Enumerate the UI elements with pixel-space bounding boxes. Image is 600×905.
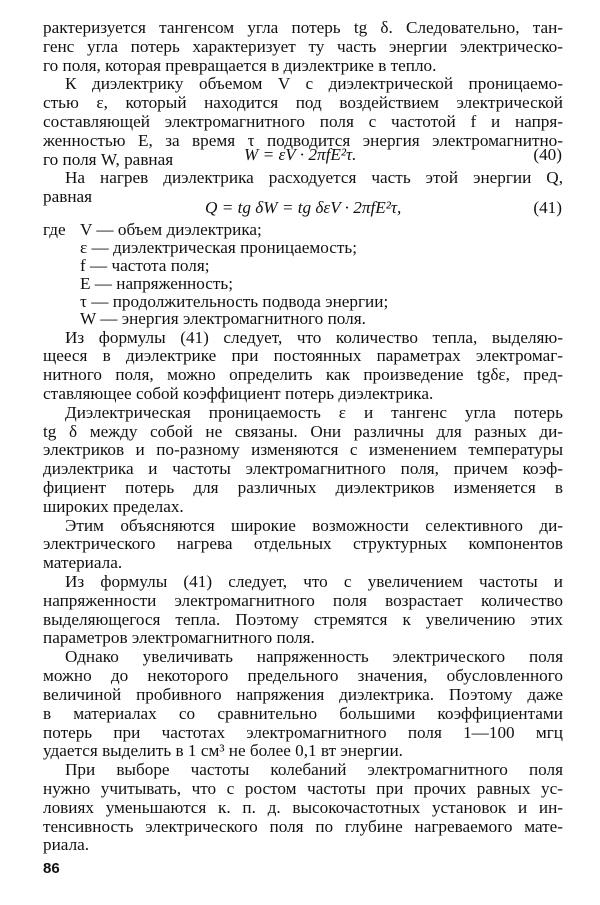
text-line: Этим объясняются широкие возможности селективного ди-: [65, 516, 563, 535]
equation-41: Q = tg δW = tg δεV · 2πfE²τ,: [205, 198, 402, 217]
definition-item: E — напряженность;: [80, 274, 234, 293]
text-line: выделяющегося тепла. Поэтому стремятся к увеличению этих: [43, 610, 563, 629]
text-line: составляющей электромагнитного поля с частотой f и напря-: [43, 112, 563, 131]
text-line: равная: [43, 187, 93, 206]
text-line: щееся в диэлектрике при постоянных параметрах электромаг-: [43, 346, 563, 365]
text-line: го поля, которая превращается в диэлектрике в тепло.: [43, 56, 437, 75]
text-line: фициент потерь для различных диэлектриков изменяется в: [43, 478, 563, 497]
text-line: электриков и по-разному изменяются с изменением температуры: [43, 440, 563, 459]
text-line: рактеризуется тангенсом угла потерь tg δ. Следовательно, тан-: [43, 18, 563, 37]
text-line: можно до некоторого предельного значения, обусловленного: [43, 666, 563, 685]
definition-item: τ — продолжительность подвода энергии;: [80, 292, 389, 311]
text-line: потерь при частотах электромагнитного поля 1—100 мгц: [43, 723, 563, 742]
text-line: диэлектрика и частоты электромагнитного поля, причем коэф-: [43, 459, 563, 478]
text-line: нитного поля, можно определить как произведение tgδε, пред-: [43, 365, 563, 384]
text-line: го поля W, равная: [43, 150, 174, 169]
equation-number-41: (41): [533, 198, 562, 217]
text-line: электрического нагрева отдельных структурных компонентов: [43, 534, 563, 553]
equation-number-40: (40): [533, 145, 562, 164]
definition-item: V — объем диэлектрика;: [80, 220, 262, 239]
text-line: риала.: [43, 835, 90, 854]
text-line: женностью E, за время τ подводится энергия электромагнитно-: [43, 131, 563, 150]
text-line: нужно учитывать, что с ростом частоты при прочих равных ус-: [43, 779, 563, 798]
text-line: ставляющее собой коэффициент потерь диэлектрика.: [43, 384, 434, 403]
text-line: стью ε, который находится под воздействием электрической: [43, 93, 563, 112]
text-line: удается выделить в 1 см³ не более 0,1 вт энергии.: [43, 741, 403, 760]
text-line: материала.: [43, 553, 123, 572]
text-line: При выборе частоты колебаний электромагнитного поля: [65, 760, 563, 779]
text-line: в материалах со сравнительно большими коэффициентами: [43, 704, 563, 723]
text-line: Из формулы (41) следует, что с увеличением частоты и: [65, 572, 563, 591]
definitions-intro: где: [43, 220, 66, 239]
text-line: генс угла потерь характеризует ту часть энергии электрическо-: [43, 37, 563, 56]
definition-item: f — частота поля;: [80, 256, 210, 275]
text-line: параметров электромагнитного поля.: [43, 628, 315, 647]
text-line: напряженности электромагнитного поля возрастает количество: [43, 591, 563, 610]
page-number: 86: [43, 860, 60, 877]
text-line: ловиях уменьшаются к. п. д. высокочастотных установок и ин-: [43, 798, 563, 817]
text-line: На нагрев диэлектрика расходуется часть этой энергии Q,: [65, 168, 563, 187]
text-line: К диэлектрику объемом V с диэлектрической проницаемо-: [65, 74, 563, 93]
text-line: тенсивность электрического поля по глубине нагреваемого мате-: [43, 817, 563, 836]
text-line: tg δ между собой не связаны. Они различны для разных ди-: [43, 422, 563, 441]
text-line: Однако увеличивать напряженность электрического поля: [65, 647, 563, 666]
text-line: широких пределах.: [43, 497, 184, 516]
text-line: Из формулы (41) следует, что количество тепла, выделяю-: [65, 328, 563, 347]
equation-40: W = εV · 2πfE²τ.: [244, 145, 357, 164]
text-line: Диэлектрическая проницаемость ε и тангенс угла потерь: [65, 403, 563, 422]
text-line: величиной пробивного напряжения диэлектрика. Поэтому даже: [43, 685, 563, 704]
definition-item: ε — диэлектрическая проницаемость;: [80, 238, 357, 257]
definition-item: W — энергия электромагнитного поля.: [80, 309, 366, 328]
